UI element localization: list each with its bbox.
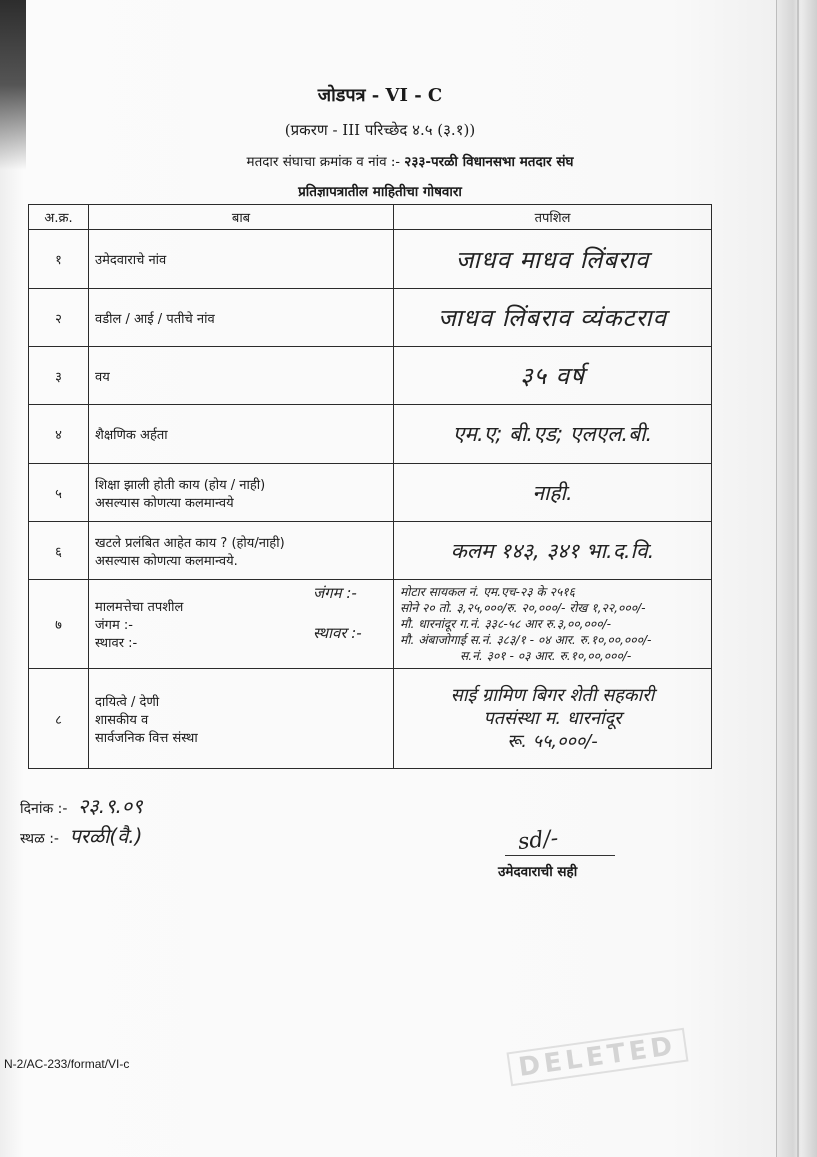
document-code: N-2/AC-233/format/VI-c <box>4 1057 130 1071</box>
conviction-value: नाही. <box>394 464 712 522</box>
pending-cases-value: कलम १४३, ३४१ भा.द.वि. <box>394 522 712 580</box>
table-row <box>29 405 712 464</box>
row-item-line: असल्यास कोणत्या कलमान्वये. <box>95 553 238 569</box>
asset-line: सोने २० तो. ३,२५,०००/रु. २०,०००/- रोख १,२२,०००/- <box>400 601 646 615</box>
annexure-title: जोडपत्र - VI - C <box>317 85 443 106</box>
row-number: १ <box>29 230 89 289</box>
candidate-name: जाधव माधव लिंबराव <box>394 230 712 289</box>
affidavit-summary-table <box>28 204 712 769</box>
liability-line: रू. ५५,०००/- <box>507 731 598 752</box>
row-number: ३ <box>29 347 89 405</box>
candidate-signature: sd/- <box>516 825 560 856</box>
row-item-line: मालमत्तेचा तपशील <box>95 600 184 615</box>
movable-side-label: जंगम :- <box>313 584 357 602</box>
parent-name: जाधव लिंबराव व्यंकटराव <box>394 289 712 347</box>
row-item <box>89 669 394 769</box>
bleed-through-stamp: DELETED <box>507 1028 689 1087</box>
asset-line: मोटार सायकल नं. एम.एच-२३ के २५१६ <box>400 585 575 599</box>
table-row <box>29 464 712 522</box>
table-header-row <box>29 205 712 230</box>
row-item-line: शासकीय व <box>95 712 149 728</box>
row-item-line: दायित्वे / देणी <box>95 694 160 710</box>
row-number: ६ <box>29 522 89 580</box>
row-number: ४ <box>29 405 89 464</box>
table-row <box>29 230 712 289</box>
liability-line: पतसंस्था म. धारनांदूर <box>483 708 622 729</box>
table-row <box>29 347 712 405</box>
row-number: ५ <box>29 464 89 522</box>
place-value: परळी(वै.) <box>69 824 143 848</box>
asset-line: मौ. धारनांदूर ग.नं. ३३८-५८ आर रु.३,००,०००/- <box>400 617 612 631</box>
constituency-value: २३३-परळी विधानसभा मतदार संघ <box>404 154 574 170</box>
row-number: ७ <box>29 580 89 669</box>
constituency-line <box>30 152 790 170</box>
asset-line: स.नं. ३०१ - ०३ आर. रु.१०,००,०००/- <box>460 649 632 663</box>
place-row <box>20 822 142 849</box>
constituency-label: मतदार संघाचा क्रमांक व नांव :- <box>246 154 400 170</box>
col-header-detail: तपशिल <box>394 205 712 230</box>
table-row <box>29 669 712 769</box>
row-item <box>89 464 394 522</box>
row-item: उमेदवाराचे नांव <box>89 230 394 289</box>
date-row <box>20 792 143 819</box>
col-header-item: बाब <box>89 205 394 230</box>
liabilities-detail <box>394 669 712 769</box>
row-number: २ <box>29 289 89 347</box>
row-item: शैक्षणिक अर्हता <box>89 405 394 464</box>
signature-label: उमेदवाराची सही <box>498 864 578 880</box>
table-row <box>29 522 712 580</box>
summary-title: प्रतिज्ञापत्रातील माहितीचा गोषवारा <box>298 184 462 200</box>
table-row <box>29 580 712 669</box>
asset-line: मौ. अंबाजोगाई स.नं. ३८३/१ - ०४ आर. रु.१०,००,०००/- <box>400 633 652 647</box>
row-number: ८ <box>29 669 89 769</box>
col-header-serial: अ.क्र. <box>29 205 89 230</box>
row-item: वडील / आई / पतीचे नांव <box>89 289 394 347</box>
age-value: ३५ वर्ष <box>394 347 712 405</box>
immovable-side-label: स्थावर :- <box>313 624 362 642</box>
row-item-line: सार्वजनिक वित्त संस्था <box>95 730 198 746</box>
date-label: दिनांक :- <box>20 801 68 817</box>
assets-detail <box>394 580 712 669</box>
row-item <box>89 522 394 580</box>
row-item-line: स्थावर :- <box>95 636 138 651</box>
row-item: वय <box>89 347 394 405</box>
education-value: एम.ए; बी.एड; एलएल.बी. <box>394 405 712 464</box>
annexure-subtitle: (प्रकरण - III परिच्छेद ४.५ (३.१)) <box>284 121 476 139</box>
table-row <box>29 289 712 347</box>
date-value: २३.९.०९ <box>77 794 143 818</box>
row-item-line: जंगम :- <box>95 618 133 633</box>
row-item-line: खटले प्रलंबित आहेत काय ? (होय/नाही) <box>95 535 285 551</box>
row-item-line: शिक्षा झाली होती काय (होय / नाही) <box>95 477 266 493</box>
page-edge-line <box>797 0 799 1157</box>
place-label: स्थळ :- <box>20 831 59 847</box>
liability-line: साई ग्रामिण बिगर शेती सहकारी <box>450 685 655 706</box>
signature-line <box>505 855 615 856</box>
row-item-line: असल्यास कोणत्या कलमान्वये <box>95 495 234 511</box>
